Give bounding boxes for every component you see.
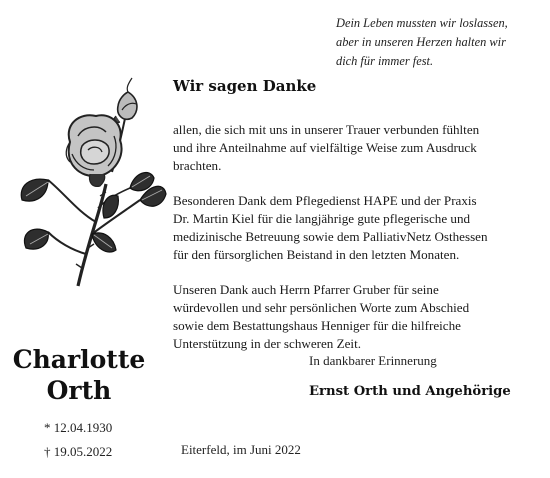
motto-line: dich für immer fest.	[336, 54, 434, 68]
text-line: und ihre Anteilnahme auf vielfältige Weise zum Ausdruck	[173, 139, 477, 155]
life-dates	[44, 416, 112, 464]
text-line: für den fürsorglichen Beistand in den letzten Monaten.	[173, 246, 460, 262]
memorial-motto	[336, 14, 536, 71]
rose-icon	[8, 72, 168, 287]
motto-line: Dein Leben mussten wir loslassen,	[336, 16, 508, 30]
death-date: † 19.05.2022	[44, 444, 113, 459]
text-line: sowie dem Bestattungshaus Henniger für die hilfreiche	[173, 317, 461, 333]
text-line: Dr. Martin Kiel für die langjährige gute pflegerische und	[173, 210, 471, 226]
paragraph	[173, 121, 543, 174]
last-name: Orth	[46, 376, 112, 405]
paragraph	[173, 281, 543, 352]
text-line: Besonderen Dank dem Pflegedienst HAPE und der Praxis	[173, 193, 477, 209]
family-signature: Ernst Orth und Angehörige	[309, 384, 511, 399]
deceased-name	[0, 344, 158, 406]
paragraph	[173, 192, 543, 263]
page-title: Wir sagen Danke	[173, 77, 317, 95]
text-line: Unseren Dank auch Herrn Pfarrer Gruber für seine	[173, 282, 439, 298]
text-line: brachten.	[173, 157, 222, 173]
place-and-date: Eiterfeld, im Juni 2022	[181, 442, 301, 457]
text-line: Unterstützung in der schweren Zeit.	[173, 335, 361, 351]
motto-line: aber in unseren Herzen halten wir	[336, 35, 506, 49]
thank-you-text	[173, 121, 543, 370]
text-line: medizinische Betreuung sowie dem PalliativNetz Osthessen	[173, 228, 488, 244]
birth-date: * 12.04.1930	[44, 420, 113, 435]
first-name: Charlotte	[12, 345, 146, 374]
text-line: würdevollen und sehr persönlichen Worte zum Abschied	[173, 299, 470, 315]
remembrance-line: In dankbarer Erinnerung	[309, 353, 437, 368]
text-line: allen, die sich mit uns in unserer Trauer verbunden fühlten	[173, 122, 480, 137]
